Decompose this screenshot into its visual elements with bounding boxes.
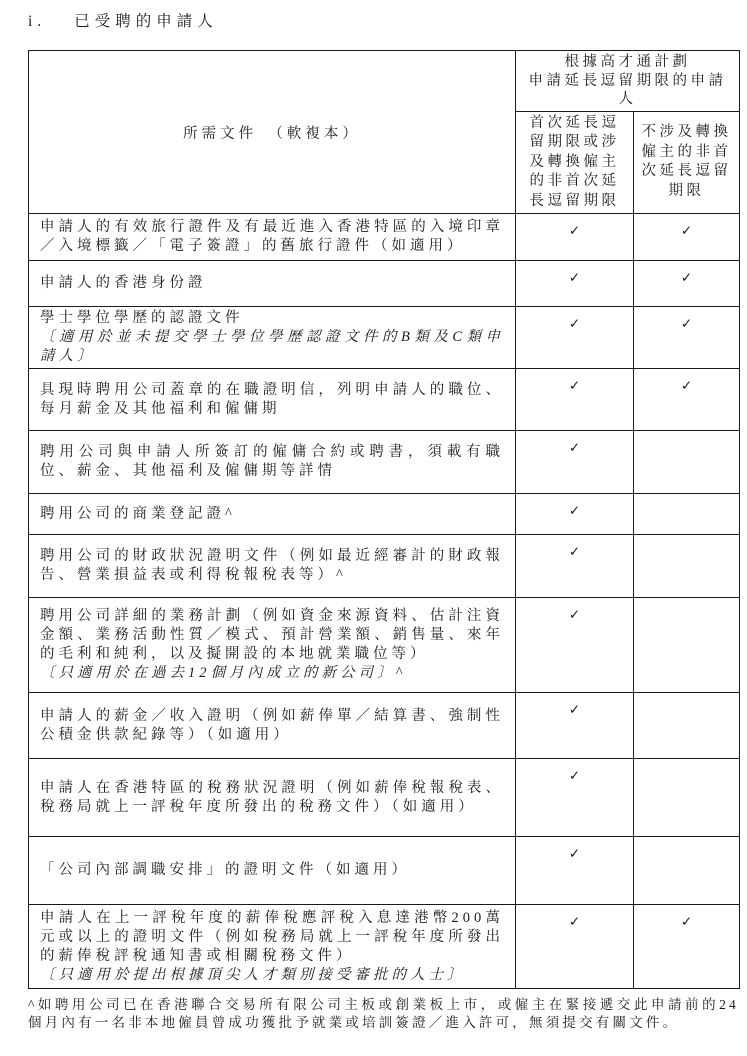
check-cell-first-extension	[516, 535, 634, 598]
document-text: 聘用公司與申請人所簽訂的僱傭合約或聘書，須載有職位、薪金、其他福利及僱傭期等詳情	[40, 444, 504, 479]
table-row	[29, 693, 740, 759]
check-cell-first-extension	[516, 369, 634, 431]
doc-header-label: 所需文件 （軟複本）	[183, 125, 361, 142]
document-cell	[29, 598, 516, 693]
checkmark-icon: ✓	[680, 316, 693, 332]
check-cell-subsequent-extension	[634, 905, 740, 989]
document-text: 聘用公司詳細的業務計劃（例如資金來源資料、估計注資金額、業務活動性質／模式、預計營業額、銷售量、來年的毛利和純利，以及擬開設的本地就業職位等）	[40, 608, 504, 662]
checkmark-icon: ✓	[568, 223, 581, 239]
col1-header-cell: 首次延長逗 留期限或涉 及轉換僱主 的非首次延 長逗留期限	[516, 111, 634, 214]
check-cell-first-extension	[516, 261, 634, 307]
checkmark-icon: ✓	[568, 378, 581, 394]
check-cell-subsequent-extension	[634, 693, 740, 759]
checkmark-icon: ✓	[680, 914, 693, 930]
table-row	[29, 261, 740, 307]
table-row	[29, 598, 740, 693]
title-text: 已受聘的申請人	[74, 13, 218, 30]
check-cell-first-extension	[516, 598, 634, 693]
check-cell-subsequent-extension	[634, 535, 740, 598]
check-cell-subsequent-extension	[634, 598, 740, 693]
table-row	[29, 759, 740, 837]
document-text: 申請人的薪金／收入證明（例如薪俸單／結算書、強制性公積金供款紀錄等）（如適用）	[40, 707, 504, 743]
document-cell	[29, 431, 516, 494]
document-text: 具現時聘用公司蓋章的在職證明信，列明申請人的職位、每月薪金及其他福利和僱傭期	[40, 381, 504, 417]
document-cell	[29, 214, 516, 261]
document-note: 〔適用於並未提交學士學位學歷認證文件的B類及C類申請人〕	[40, 329, 504, 364]
title-index: i.	[28, 13, 47, 30]
group-header-line: 人	[618, 91, 637, 107]
document-cell	[29, 759, 516, 837]
checkmark-icon: ✓	[680, 270, 693, 286]
checkmark-icon: ✓	[568, 914, 581, 930]
checkmark-icon: ✓	[568, 607, 581, 623]
document-cell	[29, 494, 516, 535]
document-note: 〔只適用於提出根據頂尖人才類別接受審批的人士〕	[40, 966, 466, 983]
check-cell-subsequent-extension	[634, 759, 740, 837]
document-cell	[29, 307, 516, 369]
group-header-cell	[516, 51, 740, 112]
document-text: 聘用公司的商業登記證^	[40, 505, 236, 522]
document-cell	[29, 837, 516, 905]
checkmark-icon: ✓	[568, 846, 581, 862]
check-cell-first-extension	[516, 905, 634, 989]
checkmark-icon: ✓	[568, 316, 581, 332]
doc-header-cell	[29, 51, 516, 214]
check-cell-first-extension	[516, 759, 634, 837]
check-cell-subsequent-extension	[634, 261, 740, 307]
checkmark-icon: ✓	[568, 768, 581, 784]
footnote: ^如聘用公司已在香港聯合交易所有限公司主板或創業板上市，或僱主在緊接遞交此申請前的24個月內有一名非本地僱員曾成功獲批予就業或培訓簽證／進入許可，無須提交有關文件。	[28, 997, 739, 1030]
required-documents-table	[28, 50, 740, 989]
check-cell-first-extension	[516, 494, 634, 535]
group-header-line: 根據高才通計劃	[564, 54, 691, 70]
document-cell	[29, 369, 516, 431]
document-text: 「公司內部調職安排」的證明文件（如適用）	[40, 862, 410, 878]
table-row	[29, 905, 740, 989]
document-text: 聘用公司的財政狀況證明文件（例如最近經審計的財政報告、營業損益表或利得稅報稅表等）^	[40, 548, 504, 583]
check-cell-subsequent-extension	[634, 494, 740, 535]
check-cell-first-extension	[516, 307, 634, 369]
document-text: 申請人的香港身份證	[40, 275, 207, 291]
table-row	[29, 214, 740, 261]
table-row	[29, 535, 740, 598]
col2-header-cell: 不涉及轉換 僱主的非首 次延長逗留 期限	[634, 111, 740, 214]
document-text: 申請人的有效旅行證件及有最近進入香港特區的入境印章／入境標籤／「電子簽證」的舊旅行證件（如適用）	[40, 219, 504, 254]
check-cell-subsequent-extension	[634, 431, 740, 494]
check-cell-subsequent-extension	[634, 837, 740, 905]
table-row	[29, 431, 740, 494]
table-row	[29, 494, 740, 535]
check-cell-first-extension	[516, 837, 634, 905]
check-cell-first-extension	[516, 431, 634, 494]
check-cell-first-extension	[516, 214, 634, 261]
document-text: 學士學位學歷的認證文件	[40, 310, 244, 326]
document-text: 申請人在香港特區的稅務狀況證明（例如薪俸稅報稅表、稅務局就上一評稅年度所發出的稅務文件）（如適用）	[40, 779, 504, 815]
document-note: 〔只適用於在過去12個月內成立的新公司〕^	[40, 665, 406, 681]
group-header-line: 申請延長逗留期限的申請	[528, 72, 727, 89]
header-row-group	[29, 51, 740, 112]
checkmark-icon: ✓	[568, 270, 581, 286]
check-cell-first-extension	[516, 693, 634, 759]
document-cell	[29, 261, 516, 307]
check-cell-subsequent-extension	[634, 307, 740, 369]
table-row	[29, 837, 740, 905]
check-cell-subsequent-extension	[634, 369, 740, 431]
checkmark-icon: ✓	[568, 544, 581, 560]
document-text: 申請人在上一評稅年度的薪俸稅應評稅入息達港幣200萬元或以上的證明文件（例如稅務局就上一評稅年度所發出的薪俸稅評稅通知書或相關稅務文件）	[40, 909, 504, 964]
check-cell-subsequent-extension	[634, 214, 740, 261]
checkmark-icon: ✓	[568, 503, 581, 519]
document-cell	[29, 535, 516, 598]
table-row	[29, 307, 740, 369]
document-cell	[29, 693, 516, 759]
checkmark-icon: ✓	[568, 702, 581, 718]
document-cell	[29, 905, 516, 989]
checkmark-icon: ✓	[680, 223, 693, 239]
checkmark-icon: ✓	[680, 378, 693, 394]
table-row	[29, 369, 740, 431]
checkmark-icon: ✓	[568, 440, 581, 456]
page-title	[28, 9, 739, 31]
